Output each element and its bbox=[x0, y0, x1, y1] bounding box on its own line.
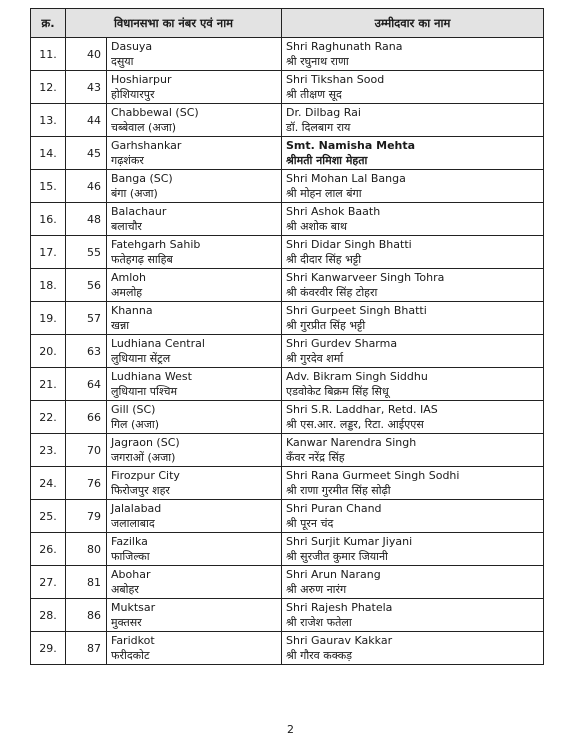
candidate-name-hi: श्री सुरजीत कुमार जियानी bbox=[286, 550, 388, 563]
serial-cell: 28. bbox=[31, 599, 66, 632]
table-row bbox=[31, 302, 544, 335]
serial-cell: 20. bbox=[31, 335, 66, 368]
constituency-name-cell bbox=[107, 599, 282, 632]
constituency-name-hi: बंगा (अजा) bbox=[111, 187, 158, 200]
constituency-name-cell bbox=[107, 203, 282, 236]
constituency-name-hi: गढ़शंकर bbox=[111, 154, 144, 167]
constituency-name-cell bbox=[107, 302, 282, 335]
candidate-cell bbox=[282, 533, 544, 566]
constituency-name-hi: चब्बेवाल (अजा) bbox=[111, 121, 177, 134]
serial-cell: 16. bbox=[31, 203, 66, 236]
candidate-name-en: Shri Mohan Lal Banga bbox=[286, 172, 406, 185]
constituency-number-cell: 70 bbox=[66, 434, 107, 467]
constituency-name-en: Chabbewal (SC) bbox=[111, 106, 199, 119]
constituency-name-hi: लुधियाना पश्चिम bbox=[111, 385, 178, 398]
constituency-name-cell bbox=[107, 38, 282, 71]
serial-cell: 29. bbox=[31, 632, 66, 665]
candidate-name-hi: श्री रघुनाथ राणा bbox=[286, 55, 349, 68]
constituency-number-cell: 44 bbox=[66, 104, 107, 137]
constituency-name-en: Banga (SC) bbox=[111, 172, 173, 185]
candidate-name-en: Shri Gurpeet Singh Bhatti bbox=[286, 304, 427, 317]
constituency-name-hi: गिल (अजा) bbox=[111, 418, 159, 431]
candidate-cell bbox=[282, 401, 544, 434]
candidate-cell bbox=[282, 137, 544, 170]
constituency-name-hi: होशियारपुर bbox=[111, 88, 155, 101]
candidate-name-en: Kanwar Narendra Singh bbox=[286, 436, 417, 449]
constituency-name-cell bbox=[107, 632, 282, 665]
candidate-name-hi: श्री पूरन चंद bbox=[286, 517, 334, 530]
constituency-name-cell bbox=[107, 104, 282, 137]
constituency-name-cell bbox=[107, 269, 282, 302]
candidate-cell bbox=[282, 203, 544, 236]
candidate-cell bbox=[282, 368, 544, 401]
candidate-cell bbox=[282, 38, 544, 71]
serial-cell: 15. bbox=[31, 170, 66, 203]
candidate-cell bbox=[282, 434, 544, 467]
constituency-name-hi: अबोहर bbox=[111, 583, 139, 596]
constituency-number-cell: 56 bbox=[66, 269, 107, 302]
serial-cell: 22. bbox=[31, 401, 66, 434]
serial-cell: 12. bbox=[31, 71, 66, 104]
candidate-name-en: Shri Raghunath Rana bbox=[286, 40, 403, 53]
constituency-name-en: Firozpur City bbox=[111, 469, 180, 482]
candidate-name-hi: श्री राणा गुरमीत सिंह सोढ़ी bbox=[286, 484, 391, 497]
constituency-name-hi: लुधियाना सेंट्रल bbox=[111, 352, 171, 365]
serial-cell: 14. bbox=[31, 137, 66, 170]
constituency-name-hi: बलाचौर bbox=[111, 220, 142, 233]
table-row bbox=[31, 71, 544, 104]
candidate-name-hi: श्री मोहन लाल बंगा bbox=[286, 187, 362, 200]
candidate-cell bbox=[282, 236, 544, 269]
candidate-name-en: Shri Gaurav Kakkar bbox=[286, 634, 393, 647]
candidate-cell bbox=[282, 170, 544, 203]
candidate-name-hi: श्री दीदार सिंह भट्टी bbox=[286, 253, 362, 266]
constituency-number-cell: 45 bbox=[66, 137, 107, 170]
constituency-name-en: Fatehgarh Sahib bbox=[111, 238, 201, 251]
candidate-name-hi: श्री कंवरवीर सिंह टोहरा bbox=[286, 286, 378, 299]
candidate-name-hi: श्री गुरप्रीत सिंह भट्टी bbox=[286, 319, 366, 332]
serial-cell: 23. bbox=[31, 434, 66, 467]
table-row bbox=[31, 236, 544, 269]
candidate-cell bbox=[282, 104, 544, 137]
constituency-number-cell: 57 bbox=[66, 302, 107, 335]
candidate-name-en: Shri Gurdev Sharma bbox=[286, 337, 398, 350]
constituency-name-cell bbox=[107, 500, 282, 533]
candidate-cell bbox=[282, 269, 544, 302]
constituency-number-cell: 81 bbox=[66, 566, 107, 599]
constituency-name-hi: फाजिल्का bbox=[111, 550, 150, 563]
serial-cell: 11. bbox=[31, 38, 66, 71]
table-row bbox=[31, 500, 544, 533]
constituency-number-cell: 43 bbox=[66, 71, 107, 104]
table-row bbox=[31, 38, 544, 71]
constituency-name-en: Amloh bbox=[111, 271, 146, 284]
candidate-name-hi: श्रीमती नमिशा मेहता bbox=[286, 154, 368, 167]
candidate-name-hi: श्री गुरदेव शर्मा bbox=[286, 352, 344, 365]
table-row bbox=[31, 269, 544, 302]
serial-cell: 18. bbox=[31, 269, 66, 302]
constituency-name-en: Faridkot bbox=[111, 634, 155, 647]
header-constituency: विधानसभा का नंबर एवं नाम bbox=[66, 9, 282, 38]
table-row bbox=[31, 434, 544, 467]
constituency-number-cell: 40 bbox=[66, 38, 107, 71]
constituency-name-en: Jagraon (SC) bbox=[111, 436, 180, 449]
table-row bbox=[31, 401, 544, 434]
header-candidate: उम्मीदवार का नाम bbox=[282, 9, 544, 38]
constituency-name-en: Gill (SC) bbox=[111, 403, 156, 416]
table-row bbox=[31, 566, 544, 599]
table-row bbox=[31, 467, 544, 500]
constituency-name-en: Jalalabad bbox=[111, 502, 162, 515]
table-row bbox=[31, 368, 544, 401]
candidate-cell bbox=[282, 632, 544, 665]
page-number: 2 bbox=[287, 723, 294, 736]
constituency-number-cell: 63 bbox=[66, 335, 107, 368]
serial-cell: 27. bbox=[31, 566, 66, 599]
candidate-cell bbox=[282, 500, 544, 533]
constituency-name-en: Fazilka bbox=[111, 535, 148, 548]
constituency-name-hi: जलालाबाद bbox=[111, 517, 155, 530]
constituency-name-hi: अमलोह bbox=[111, 286, 143, 299]
constituency-number-cell: 87 bbox=[66, 632, 107, 665]
candidate-name-en: Shri Kanwarveer Singh Tohra bbox=[286, 271, 445, 284]
constituency-name-cell bbox=[107, 137, 282, 170]
table-body bbox=[31, 38, 544, 665]
candidate-name-en: Shri Arun Narang bbox=[286, 568, 381, 581]
constituency-name-cell bbox=[107, 170, 282, 203]
constituency-name-hi: फिरोजपुर शहर bbox=[111, 484, 170, 497]
constituency-name-en: Khanna bbox=[111, 304, 153, 317]
constituency-number-cell: 66 bbox=[66, 401, 107, 434]
candidate-name-hi: श्री तीक्षण सूद bbox=[286, 88, 342, 101]
constituency-name-hi: फरीदकोट bbox=[111, 649, 150, 662]
candidate-table bbox=[30, 8, 544, 665]
constituency-number-cell: 79 bbox=[66, 500, 107, 533]
candidate-cell bbox=[282, 302, 544, 335]
constituency-name-en: Dasuya bbox=[111, 40, 153, 53]
candidate-cell bbox=[282, 467, 544, 500]
constituency-name-en: Ludhiana West bbox=[111, 370, 192, 383]
candidate-name-hi: एडवोकेट बिक्रम सिंह सिधू bbox=[286, 385, 389, 398]
constituency-number-cell: 76 bbox=[66, 467, 107, 500]
candidate-name-en: Adv. Bikram Singh Siddhu bbox=[286, 370, 428, 383]
serial-cell: 25. bbox=[31, 500, 66, 533]
constituency-name-cell bbox=[107, 434, 282, 467]
candidate-name-en: Shri Tikshan Sood bbox=[286, 73, 385, 86]
candidate-name-hi: श्री अरुण नारंग bbox=[286, 583, 347, 596]
candidate-name-en: Dr. Dilbag Rai bbox=[286, 106, 361, 119]
serial-cell: 19. bbox=[31, 302, 66, 335]
table-row bbox=[31, 335, 544, 368]
candidate-name-hi: श्री राजेश फतेला bbox=[286, 616, 352, 629]
header-serial: क्र. bbox=[31, 9, 66, 38]
constituency-name-cell bbox=[107, 467, 282, 500]
candidate-name-en: Shri Ashok Baath bbox=[286, 205, 381, 218]
candidate-name-en: Shri Rana Gurmeet Singh Sodhi bbox=[286, 469, 460, 482]
constituency-name-cell bbox=[107, 236, 282, 269]
table-row bbox=[31, 599, 544, 632]
table-row bbox=[31, 137, 544, 170]
constituency-name-hi: दसुया bbox=[111, 55, 134, 68]
candidate-cell bbox=[282, 71, 544, 104]
constituency-name-cell bbox=[107, 533, 282, 566]
constituency-name-hi: खन्ना bbox=[111, 319, 130, 332]
serial-cell: 13. bbox=[31, 104, 66, 137]
constituency-name-en: Muktsar bbox=[111, 601, 156, 614]
constituency-name-hi: मुक्तसर bbox=[111, 616, 142, 629]
serial-cell: 26. bbox=[31, 533, 66, 566]
table-row bbox=[31, 533, 544, 566]
candidate-name-en: Shri Puran Chand bbox=[286, 502, 382, 515]
constituency-number-cell: 55 bbox=[66, 236, 107, 269]
constituency-name-en: Abohar bbox=[111, 568, 151, 581]
candidate-name-en: Shri S.R. Laddhar, Retd. IAS bbox=[286, 403, 438, 416]
constituency-number-cell: 48 bbox=[66, 203, 107, 236]
serial-cell: 17. bbox=[31, 236, 66, 269]
candidate-name-en: Shri Didar Singh Bhatti bbox=[286, 238, 412, 251]
candidate-name-hi: श्री अशोक बाथ bbox=[286, 220, 347, 233]
table-row bbox=[31, 632, 544, 665]
constituency-number-cell: 64 bbox=[66, 368, 107, 401]
constituency-name-en: Hoshiarpur bbox=[111, 73, 172, 86]
candidate-name-hi: डॉ. दिलबाग राय bbox=[286, 121, 351, 134]
table-row bbox=[31, 203, 544, 236]
candidate-name-hi: कँवर नरेंद्र सिंह bbox=[286, 451, 345, 464]
constituency-name-en: Ludhiana Central bbox=[111, 337, 205, 350]
constituency-name-cell bbox=[107, 401, 282, 434]
constituency-name-en: Balachaur bbox=[111, 205, 167, 218]
constituency-number-cell: 80 bbox=[66, 533, 107, 566]
constituency-name-cell bbox=[107, 71, 282, 104]
serial-cell: 24. bbox=[31, 467, 66, 500]
constituency-number-cell: 46 bbox=[66, 170, 107, 203]
constituency-name-cell bbox=[107, 368, 282, 401]
constituency-name-en: Garhshankar bbox=[111, 139, 182, 152]
candidate-name-en: Smt. Namisha Mehta bbox=[286, 139, 416, 152]
constituency-name-cell bbox=[107, 566, 282, 599]
serial-cell: 21. bbox=[31, 368, 66, 401]
candidate-cell bbox=[282, 335, 544, 368]
table-row bbox=[31, 104, 544, 137]
candidate-name-hi: श्री एस.आर. लड्डर, रिटा. आईएएस bbox=[286, 418, 424, 431]
constituency-name-cell bbox=[107, 335, 282, 368]
candidate-name-hi: श्री गौरव कक्कड़ bbox=[286, 649, 353, 662]
constituency-name-hi: फतेहगढ़ साहिब bbox=[111, 253, 173, 266]
constituency-number-cell: 86 bbox=[66, 599, 107, 632]
candidate-cell bbox=[282, 599, 544, 632]
header-row bbox=[31, 9, 544, 38]
constituency-name-hi: जगराओं (अजा) bbox=[111, 451, 176, 464]
table-row bbox=[31, 170, 544, 203]
candidate-name-en: Shri Rajesh Phatela bbox=[286, 601, 393, 614]
candidate-name-en: Shri Surjit Kumar Jiyani bbox=[286, 535, 413, 548]
candidate-cell bbox=[282, 566, 544, 599]
